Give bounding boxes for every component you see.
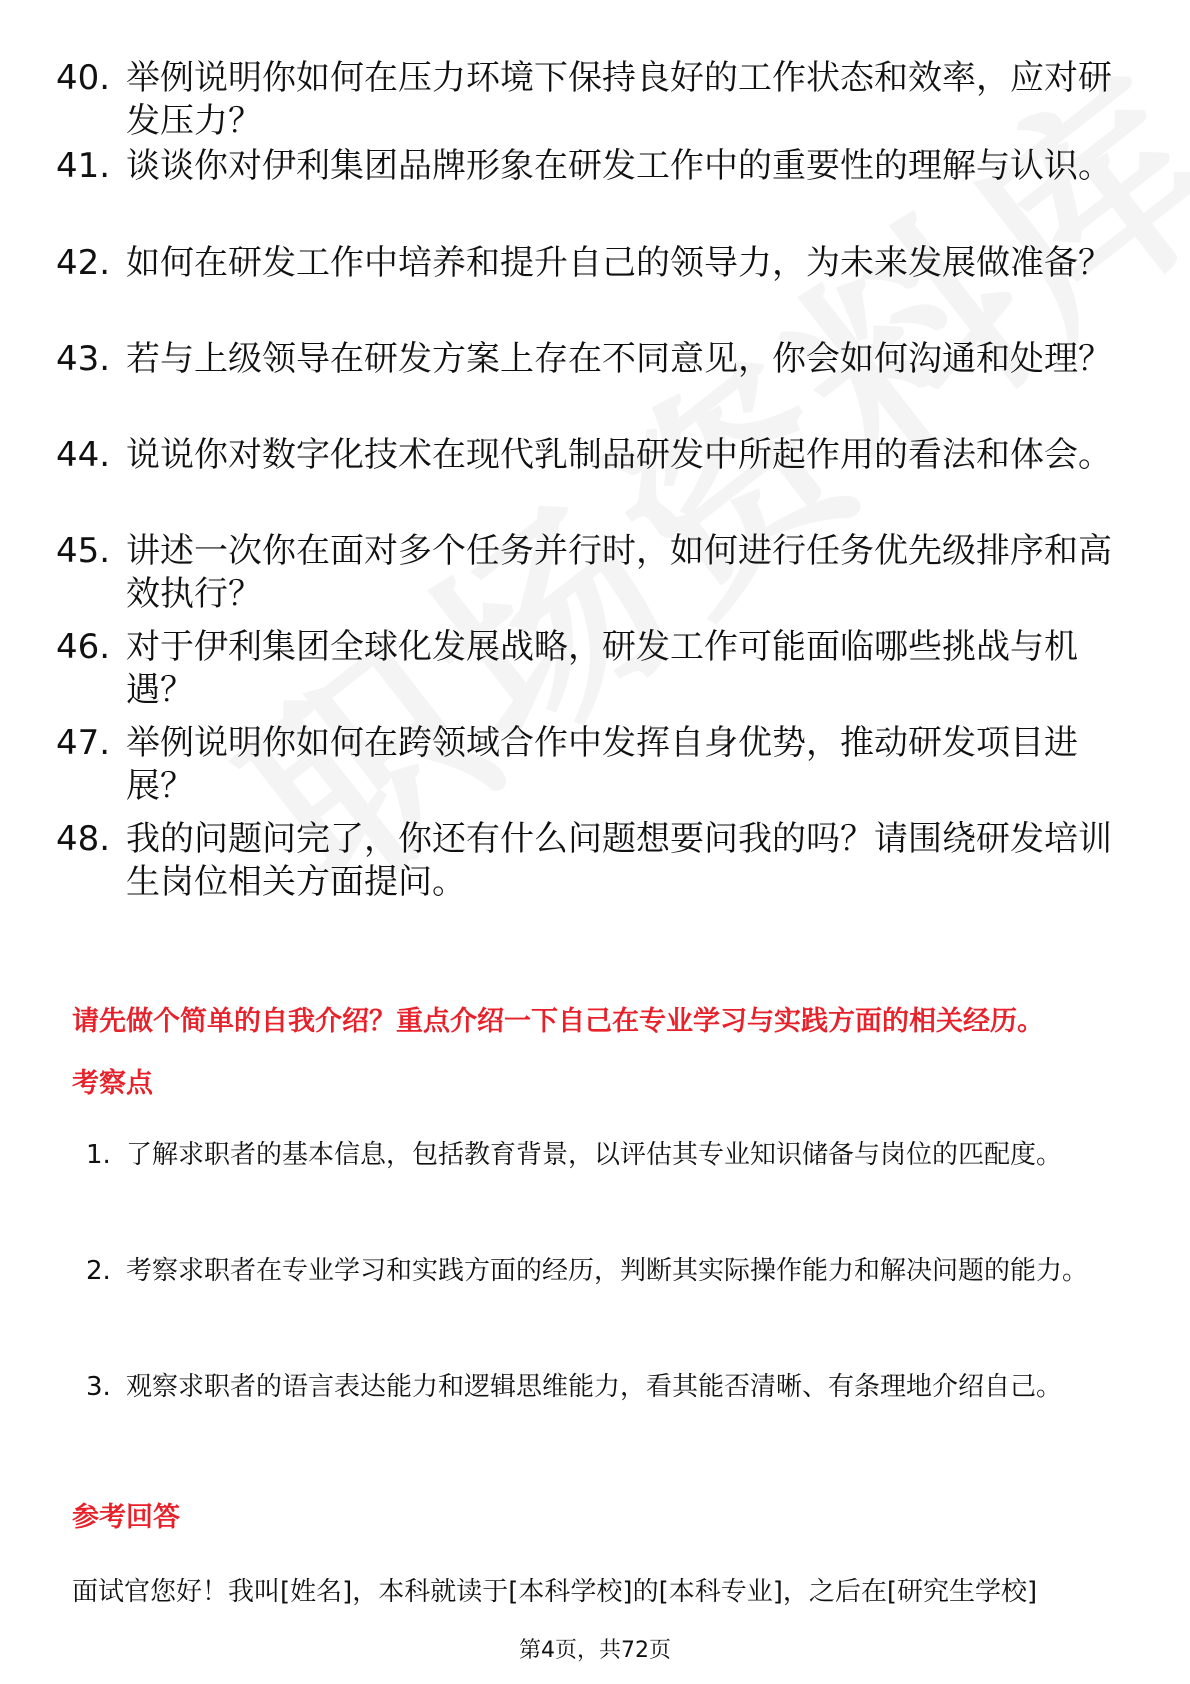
reference-answer: 面试官您好！我叫[姓名]，本科就读于[本科学校]的[本科专业]，之后在[研究生学校] (72, 1577, 1038, 1607)
question-text: 如何在研发工作中培养和提升自己的领导力，为未来发展做准备？ (126, 243, 1112, 283)
question-number: 45. (56, 531, 111, 571)
question-text: 举例说明你如何在压力环境下保持良好的工作状态和效率，应对研发压力？ (126, 58, 1112, 141)
question-text: 讲述一次你在面对多个任务并行时，如何进行任务优先级排序和高效执行？ (126, 531, 1112, 614)
point-text: 观察求职者的语言表达能力和逻辑思维能力，看其能否清晰、有条理地介绍自己。 (126, 1372, 1063, 1402)
question-number: 43. (56, 339, 111, 379)
question-text: 我的问题问完了，你还有什么问题想要问我的吗？请围绕研发培训生岗位相关方面提问。 (126, 819, 1112, 902)
question-text: 谈谈你对伊利集团品牌形象在研发工作中的重要性的理解与认识。 (126, 146, 1112, 186)
page-footer: 第4页，共72页 (519, 1638, 671, 1663)
question-text: 举例说明你如何在跨领域合作中发挥自身优势，推动研发项目进展？ (126, 723, 1078, 806)
point-number: 3. (86, 1372, 111, 1402)
question-number: 42. (56, 243, 111, 283)
question-number: 41. (56, 146, 111, 186)
question-number: 44. (56, 435, 111, 475)
question-number: 46. (56, 627, 111, 667)
point-text: 考察求职者在专业学习和实践方面的经历，判断其实际操作能力和解决问题的能力。 (126, 1256, 1089, 1286)
question-text: 说说你对数字化技术在现代乳制品研发中所起作用的看法和体会。 (126, 435, 1112, 475)
question-number: 40. (56, 58, 111, 98)
interview-question: 请先做个简单的自我介绍？重点介绍一下自己在专业学习与实践方面的相关经历。 (72, 1006, 1044, 1037)
point-number: 2. (86, 1256, 111, 1286)
point-number: 1. (86, 1140, 111, 1170)
point-text: 了解求职者的基本信息，包括教育背景，以评估其专业知识储备与岗位的匹配度。 (126, 1140, 1063, 1170)
question-text: 若与上级领导在研发方案上存在不同意见，你会如何沟通和处理？ (126, 339, 1112, 379)
question-text: 对于伊利集团全球化发展战略，研发工作可能面临哪些挑战与机遇？ (126, 627, 1078, 710)
assessment-heading: 考察点 (72, 1068, 153, 1099)
question-number: 47. (56, 723, 111, 763)
question-number: 48. (56, 819, 111, 859)
reference-heading: 参考回答 (72, 1502, 180, 1533)
